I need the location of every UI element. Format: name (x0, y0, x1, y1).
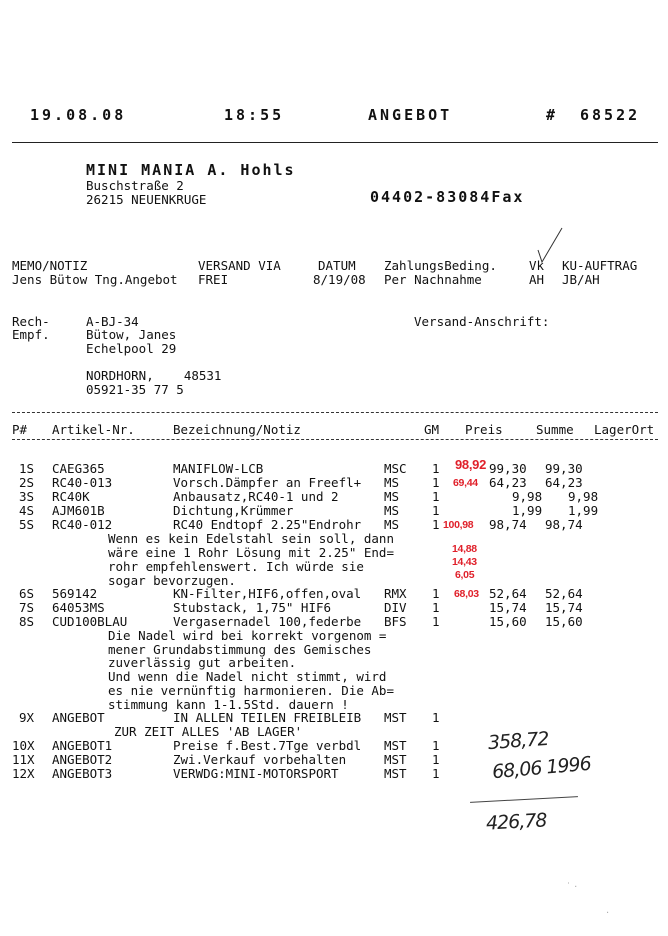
row-price: 52,64 (489, 586, 527, 601)
customer-code: A-BJ-34 (86, 314, 139, 329)
offer-time: 18:55 (224, 106, 285, 124)
red-price-note: 14,88 (452, 543, 477, 555)
versand-value: FREI (198, 272, 229, 287)
row-pos: 5S (19, 517, 35, 532)
row-article: CUD100BLAU (52, 614, 128, 629)
row-description: MANIFLOW-LCB (173, 461, 264, 476)
company-city: 26215 NEUENKRUGE (86, 192, 207, 207)
row-pos: 1S (19, 461, 35, 476)
row-article: ANGEBOT2 (52, 752, 113, 767)
note-line: sogar bevorzugen. (108, 573, 236, 588)
row-sum: 99,30 (545, 461, 583, 476)
row-description: Vergasernadel 100,federbe (173, 614, 362, 629)
datum-label: DATUM (318, 258, 356, 273)
row-gm: 1 (432, 600, 440, 615)
row-price: 9,98 (512, 489, 543, 504)
row-sum: 15,60 (545, 614, 583, 629)
note-line: rohr empfehlenswert. Ich würde sie (108, 559, 364, 574)
row-article: AJM601B (52, 503, 105, 518)
col-price: Preis (465, 422, 503, 437)
row-code: RMX (384, 586, 407, 601)
company-name: MINI MANIA A. Hohls (86, 161, 296, 179)
company-street: Buschstraße 2 (86, 178, 184, 193)
note-line: Und wenn die Nadel nicht stimmt, wird (108, 669, 387, 684)
vk-label: Vk (529, 258, 545, 273)
row-description: Vorsch.Dämpfer an Freefl+ (173, 475, 362, 490)
row-pos: 3S (19, 489, 35, 504)
customer-name: Bütow, Janes (86, 327, 177, 342)
row-code: MS (384, 517, 400, 532)
row-sum: 9,98 (568, 489, 599, 504)
customer-phone: 05921-35 77 5 (86, 382, 184, 397)
row-pos: 2S (19, 475, 35, 490)
ku-value: JB/AH (562, 272, 600, 287)
row-sum: 15,74 (545, 600, 583, 615)
red-price-note: 98,92 (455, 457, 487, 472)
row-gm: 1 (432, 614, 440, 629)
row-description: IN ALLEN TEILEN FREIBLEIB (173, 710, 362, 725)
row-gm: 1 (432, 738, 440, 753)
recipient-label-1: Rech- (12, 314, 50, 329)
shipping-address-label: Versand-Anschrift: (414, 314, 550, 329)
row-pos: 8S (19, 614, 35, 629)
row-price: 1,99 (512, 503, 543, 518)
zahlung-label: ZahlungsBeding. (384, 258, 497, 273)
row-article: 64053MS (52, 600, 105, 615)
row-article: CAEG365 (52, 461, 105, 476)
customer-street: Echelpool 29 (86, 341, 177, 356)
handwritten-total: 426,78 (485, 809, 548, 835)
row-code: MST (384, 766, 407, 781)
note-line: ZUR ZEIT ALLES 'AB LAGER' (114, 724, 303, 739)
row-code: MST (384, 738, 407, 753)
row-pos: 7S (19, 600, 35, 615)
row-description: VERWDG:MINI-MOTORSPORT (173, 766, 339, 781)
row-gm: 1 (432, 503, 440, 518)
red-price-note: 100,98 (443, 519, 474, 531)
row-pos: 12X (12, 766, 35, 781)
row-price: 15,74 (489, 600, 527, 615)
note-line: mener Grundabstimmung des Gemisches (108, 642, 372, 657)
red-price-note: 69,44 (453, 477, 478, 489)
row-sum: 98,74 (545, 517, 583, 532)
row-description: Preise f.Best.7Tge verbdl (173, 738, 362, 753)
row-gm: 1 (432, 710, 440, 725)
row-code: DIV (384, 600, 407, 615)
row-price: 99,30 (489, 461, 527, 476)
row-article: RC40-012 (52, 517, 113, 532)
datum-value: 8/19/08 (313, 272, 366, 287)
row-description: Dichtung,Krümmer (173, 503, 294, 518)
note-line: stimmung kann 1-1.5Std. dauern ! (108, 697, 349, 712)
col-gm: GM (424, 422, 440, 437)
row-gm: 1 (432, 766, 440, 781)
red-price-note: 6,05 (455, 569, 475, 581)
handwritten-shipping: 68,06 1996 (491, 752, 592, 784)
note-line: Wenn es kein Edelstahl sein soll, dann (108, 531, 394, 546)
row-gm: 1 (432, 586, 440, 601)
company-fax: 04402-83084Fax (370, 188, 525, 206)
handwritten-subtotal: 358,72 (487, 727, 550, 755)
document-type: ANGEBOT (368, 106, 453, 124)
row-code: BFS (384, 614, 407, 629)
offer-number: 68522 (580, 106, 641, 124)
note-line: wäre eine 1 Rohr Lösung mit 2.25" End= (108, 545, 394, 560)
row-gm: 1 (432, 517, 440, 532)
row-sum: 64,23 (545, 475, 583, 490)
row-gm: 1 (432, 489, 440, 504)
row-pos: 10X (12, 738, 35, 753)
header-rule (12, 142, 658, 143)
row-price: 15,60 (489, 614, 527, 629)
vk-value: AH (529, 272, 545, 287)
table-top-rule (12, 412, 658, 413)
row-description: KN-Filter,HIF6,offen,oval (173, 586, 362, 601)
row-code: MSC (384, 461, 407, 476)
row-code: MST (384, 752, 407, 767)
row-pos: 11X (12, 752, 35, 767)
row-pos: 9X (19, 710, 35, 725)
row-code: MS (384, 489, 400, 504)
number-label: # (546, 106, 559, 124)
row-article: 569142 (52, 586, 98, 601)
offer-date: 19.08.08 (30, 106, 127, 124)
row-gm: 1 (432, 752, 440, 767)
col-article: Artikel-Nr. (52, 422, 135, 437)
table-header-rule (12, 439, 658, 440)
row-description: Anbausatz,RC40-1 und 2 (173, 489, 339, 504)
row-sum: 52,64 (545, 586, 583, 601)
row-pos: 6S (19, 586, 35, 601)
row-description: RC40 Endtopf 2.25"Endrohr (173, 517, 362, 532)
row-article: RC40-013 (52, 475, 113, 490)
zahlung-value: Per Nachnahme (384, 272, 482, 287)
memo-value: Jens Bütow Tng.Angebot (12, 272, 178, 287)
note-line: zuverlässig gut arbeiten. (108, 655, 297, 670)
row-article: ANGEBOT3 (52, 766, 113, 781)
row-price: 64,23 (489, 475, 527, 490)
handwritten-sum-line (470, 796, 578, 803)
row-article: ANGEBOT (52, 710, 105, 725)
row-article: RC40K (52, 489, 90, 504)
red-price-note: 68,03 (454, 588, 479, 600)
scan-speck: ˙ · (566, 882, 578, 893)
scan-speck: · (606, 908, 610, 919)
row-price: 98,74 (489, 517, 527, 532)
col-description: Bezeichnung/Notiz (173, 422, 301, 437)
row-code: MST (384, 710, 407, 725)
recipient-label-2: Empf. (12, 327, 50, 342)
row-gm: 1 (432, 461, 440, 476)
col-sum: Summe (536, 422, 574, 437)
customer-city: NORDHORN, 48531 (86, 368, 222, 383)
versand-label: VERSAND VIA (198, 258, 281, 273)
row-description: Stubstack, 1,75" HIF6 (173, 600, 332, 615)
row-gm: 1 (432, 475, 440, 490)
pen-tick-mark (536, 226, 566, 266)
ku-label: KU-AUFTRAG (562, 258, 638, 273)
row-pos: 4S (19, 503, 35, 518)
row-sum: 1,99 (568, 503, 599, 518)
note-line: es nie vernünftig harmonieren. Die Ab= (108, 683, 394, 698)
col-pos: P# (12, 422, 28, 437)
row-article: ANGEBOT1 (52, 738, 113, 753)
red-price-note: 14,43 (452, 556, 477, 568)
row-code: MS (384, 503, 400, 518)
col-lager: LagerOrt (594, 422, 655, 437)
memo-label: MEMO/NOTIZ (12, 258, 88, 273)
row-code: MS (384, 475, 400, 490)
row-description: Zwi.Verkauf vorbehalten (173, 752, 347, 767)
note-line: Die Nadel wird bei korrekt vorgenom = (108, 628, 387, 643)
